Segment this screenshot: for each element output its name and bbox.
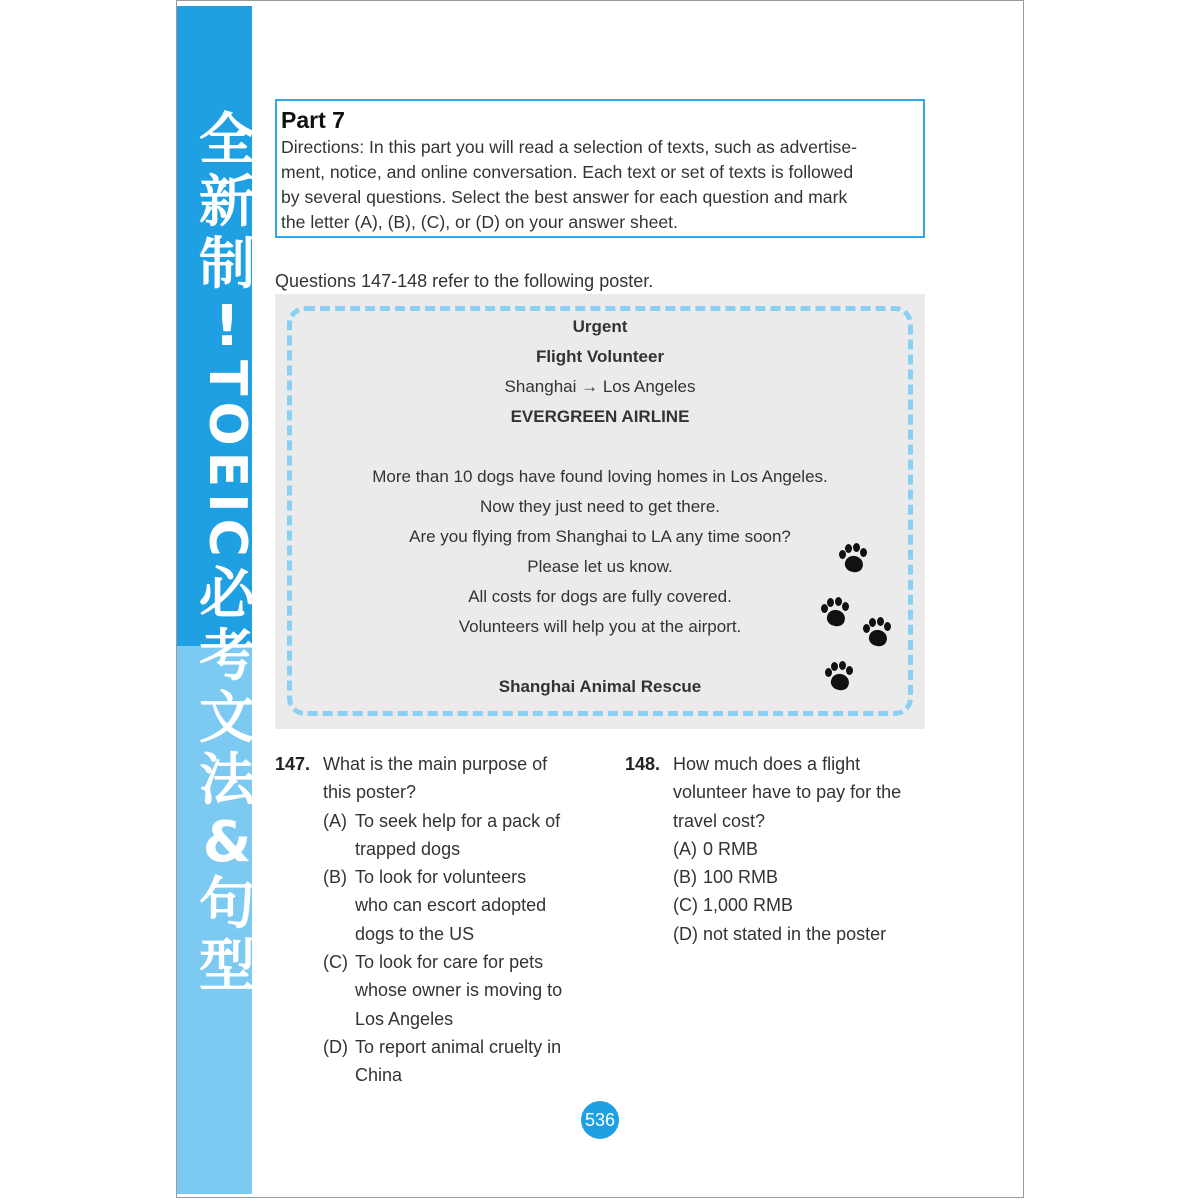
option-letter: (A) (673, 838, 697, 859)
page-number: 536 (581, 1101, 619, 1139)
option-text: To seek help for a pack of (355, 810, 561, 831)
question-number: 147. (275, 754, 311, 774)
poster-body-line: Are you flying from Shanghai to LA any time soon? (409, 527, 791, 546)
paw-print-icon (817, 596, 851, 630)
option-text: To look for volunteers (355, 867, 527, 888)
option-text: trapped dogs (355, 838, 461, 859)
sidebar-char: 全 (199, 108, 255, 173)
paw-print-icon (821, 660, 855, 694)
poster-body-line: More than 10 dogs have found loving homes in Los Angeles. (372, 467, 828, 486)
directions-line: by several questions. Select the best answer for each question and mark (281, 187, 848, 207)
sidebar-latin: TOEIC (197, 359, 257, 563)
sidebar-char: 考 (199, 624, 255, 689)
sidebar-char: ! (214, 294, 240, 359)
poster-route: Shanghai → Los Angeles (504, 377, 696, 396)
poster-body-line: Volunteers will help you at the airport. (458, 617, 742, 636)
sidebar-char: 法 (199, 748, 255, 813)
option-text: 0 RMB (703, 838, 759, 859)
option-letter: (B) (673, 867, 697, 888)
option-text: China (355, 1065, 403, 1086)
directions-line: ment, notice, and online conversation. Each text or set of texts is followed (281, 162, 854, 182)
directions-line: the letter (A), (B), (C), or (D) on your answer sheet. (281, 212, 678, 232)
option-text: whose owner is moving to (355, 980, 563, 1001)
sidebar-char: 句 (199, 872, 255, 937)
option-text: 100 RMB (703, 867, 779, 888)
poster-signature: Shanghai Animal Rescue (498, 677, 702, 696)
sidebar-char: 型 (199, 934, 255, 999)
question-148 (625, 750, 945, 948)
sidebar-char: & (202, 810, 252, 875)
option-text: To report animal cruelty in (355, 1036, 562, 1057)
poster-headline: Flight Volunteer (535, 347, 665, 366)
option-letter: (A) (323, 810, 347, 831)
sidebar-char: 文 (199, 686, 255, 751)
option-text: dogs to the US (355, 923, 475, 944)
question-intro: Questions 147-148 refer to the following poster. (275, 271, 654, 291)
part-title: Part 7 (281, 107, 345, 133)
option-text: who can escort adopted (355, 895, 547, 916)
paw-print-icon (859, 616, 893, 650)
question-stem: What is the main purpose of (323, 754, 548, 774)
option-letter: (C) (673, 895, 698, 916)
question-stem: volunteer have to pay for the (673, 782, 902, 803)
directions-box (275, 99, 925, 238)
question-stem: How much does a flight (673, 754, 861, 774)
poster-body-line: All costs for dogs are fully covered. (468, 587, 732, 606)
paw-print-icon (835, 542, 869, 576)
option-text: Los Angeles (355, 1008, 454, 1029)
option-text: not stated in the poster (703, 923, 887, 944)
poster-body-line: Now they just need to get there. (479, 497, 721, 516)
option-letter: (D) (673, 923, 698, 944)
option-text: To look for care for pets (355, 952, 544, 973)
sidebar-char: 新 (199, 170, 255, 235)
option-letter: (B) (323, 867, 347, 888)
question-number: 148. (625, 754, 661, 774)
question-147 (275, 750, 595, 1090)
option-text: 1,000 RMB (703, 895, 794, 916)
directions-line: Directions: In this part you will read a selection of texts, such as advertise- (281, 137, 857, 157)
poster-urgent: Urgent (572, 317, 628, 336)
sidebar-char: 必 (199, 562, 255, 627)
poster (275, 294, 925, 729)
question-stem: travel cost? (673, 810, 766, 831)
sidebar-char: 制 (199, 232, 255, 297)
sidebar-title (177, 110, 277, 1130)
option-letter: (C) (323, 952, 348, 973)
option-letter: (D) (323, 1036, 348, 1057)
question-stem: this poster? (323, 782, 417, 803)
poster-airline: EVERGREEN AIRLINE (510, 407, 690, 426)
poster-body-line: Please let us know. (527, 557, 673, 576)
